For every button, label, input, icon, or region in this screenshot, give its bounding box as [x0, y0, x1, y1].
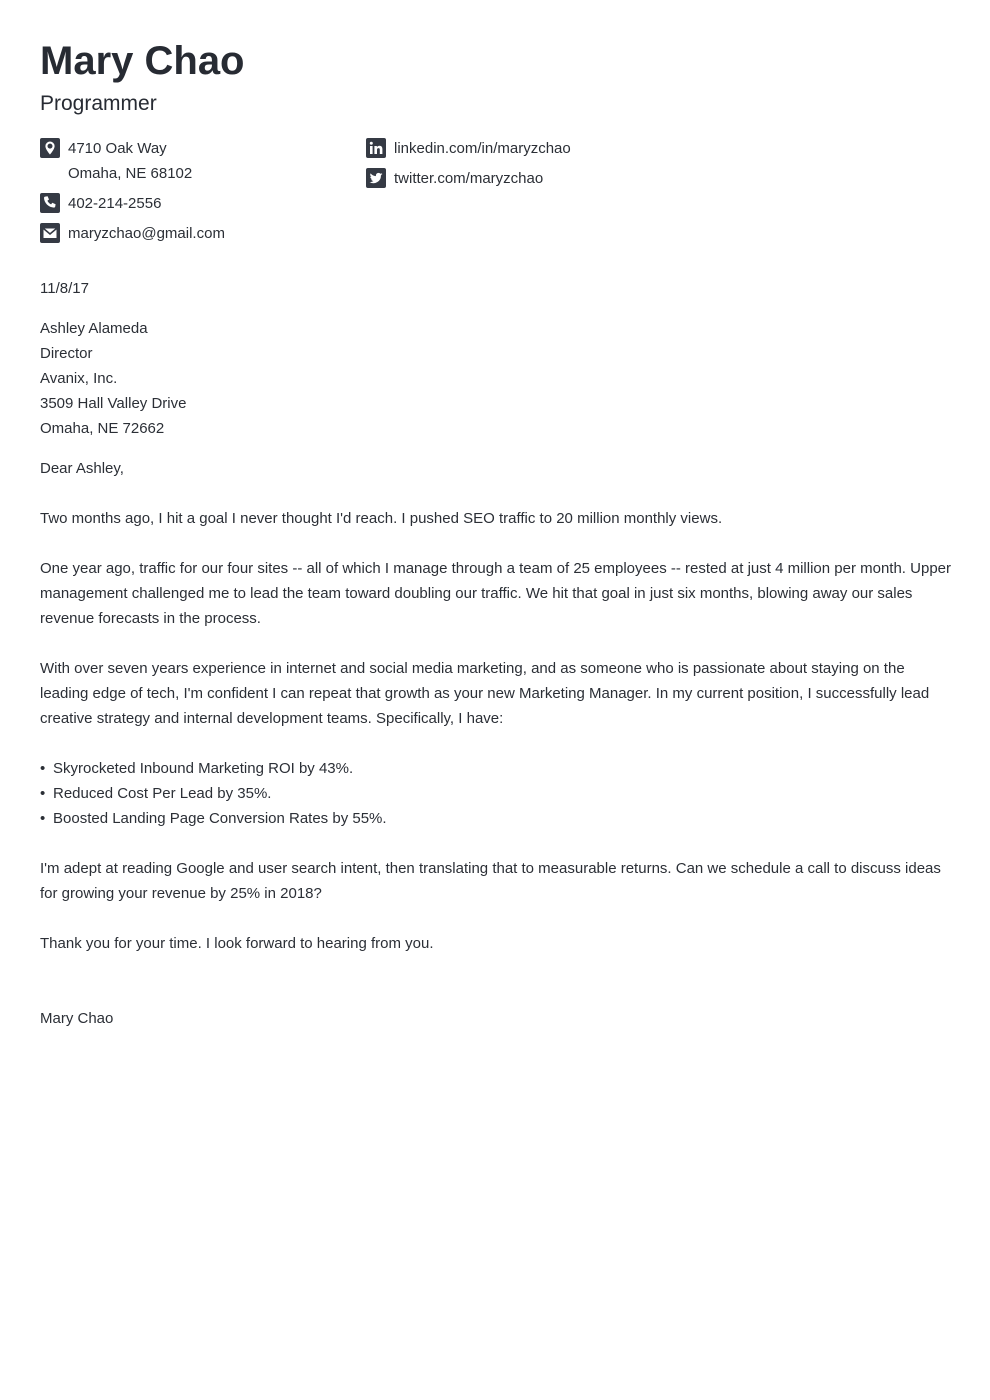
recipient-company: Avanix, Inc.	[40, 370, 118, 387]
signature-name: Mary Chao	[40, 1010, 114, 1027]
map-pin-icon	[40, 138, 60, 158]
bullet-marker: •	[40, 760, 46, 777]
body-paragraph-2: One year ago, traffic for our four sites -- all of which I manage through a team of 25 employees -- rested at just 4 million per month. Upper management challenged me to lead the team toward doubling our traffic. We hit that goal in just six months, blowing away our sales revenue forecasts in the process.	[40, 560, 951, 627]
list-item	[40, 781, 387, 806]
contact-linkedin	[366, 136, 571, 161]
contact-twitter	[366, 166, 543, 191]
applicant-name: Mary Chao	[40, 39, 245, 83]
phone-number: 402-214-2556	[68, 195, 162, 212]
recipient-street: 3509 Hall Valley Drive	[40, 395, 187, 412]
envelope-icon	[40, 223, 60, 243]
achievements-list	[40, 756, 387, 831]
achievement-text: Boosted Landing Page Conversion Rates by 55%.	[53, 810, 387, 827]
contact-email	[40, 221, 225, 246]
body-paragraph-1: Two months ago, I hit a goal I never thought I'd reach. I pushed SEO traffic to 20 million monthly views.	[40, 510, 723, 527]
letter-date: 11/8/17	[40, 280, 89, 297]
closing-paragraph-2: Thank you for your time. I look forward to hearing from you.	[40, 935, 434, 952]
salutation: Dear Ashley,	[40, 460, 124, 477]
address-line-2: Omaha, NE 68102	[68, 165, 193, 182]
bullet-marker: •	[40, 785, 46, 802]
applicant-title: Programmer	[40, 92, 157, 115]
email-address: maryzchao@gmail.com	[68, 225, 225, 242]
recipient-city: Omaha, NE 72662	[40, 420, 165, 437]
address-line-1: 4710 Oak Way	[68, 140, 167, 157]
bullet-marker: •	[40, 810, 46, 827]
recipient-name: Ashley Alameda	[40, 320, 148, 337]
achievement-text: Reduced Cost Per Lead by 35%.	[53, 785, 272, 802]
recipient-title: Director	[40, 345, 93, 362]
achievement-text: Skyrocketed Inbound Marketing ROI by 43%.	[53, 760, 354, 777]
contact-address	[40, 136, 192, 186]
linkedin-icon	[366, 138, 386, 158]
phone-icon	[40, 193, 60, 213]
list-item	[40, 756, 387, 781]
twitter-url: twitter.com/maryzchao	[394, 170, 544, 187]
closing-paragraph-1: I'm adept at reading Google and user search intent, then translating that to measurable returns. Can we schedule a call to discuss ideas for growing your revenue by 25% in 2018?	[40, 860, 941, 902]
linkedin-url: linkedin.com/in/maryzchao	[394, 140, 571, 157]
list-item	[40, 806, 387, 831]
twitter-icon	[366, 168, 386, 188]
body-paragraph-3: With over seven years experience in internet and social media marketing, and as someone who is passionate about staying on the leading edge of tech, I'm confident I can repeat that growth as your new Marketing Manager. In my current position, I successfully lead creative strategy and internal development teams. Specifically, I have:	[40, 660, 930, 727]
contact-phone	[40, 191, 161, 216]
